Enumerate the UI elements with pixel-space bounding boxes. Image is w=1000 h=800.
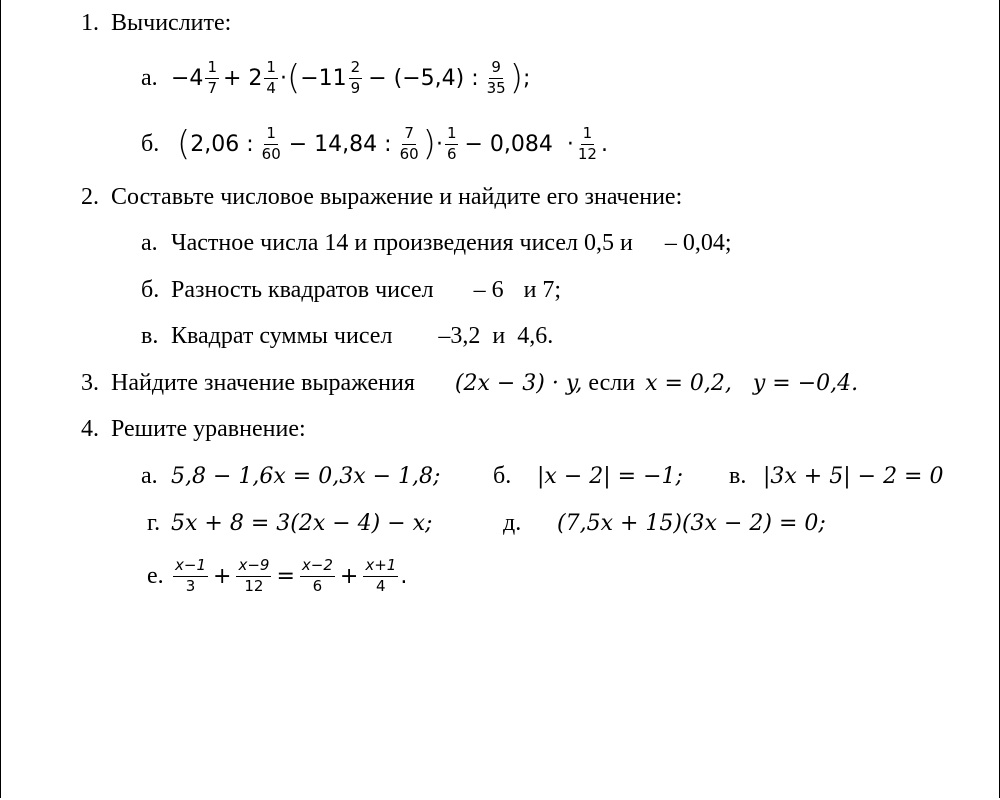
item-label: в.: [729, 462, 747, 489]
equation: 5,8 − 1,6x = 0,3x − 1,8;: [171, 463, 441, 489]
fraction: [264, 59, 278, 97]
close-paren: ): [509, 58, 523, 98]
task-title: Вычислите:: [111, 9, 232, 36]
fraction: [398, 125, 421, 163]
denominator: 12: [244, 576, 264, 595]
item-label: д.: [503, 509, 522, 536]
task-title: Решите уравнение:: [111, 415, 306, 442]
condition-word: если: [588, 369, 636, 396]
numerator: 9: [489, 59, 503, 78]
fraction: [363, 557, 398, 595]
item-text: Частное числа 14 и произведения чисел 0,5 и: [171, 229, 633, 256]
task-4-heading: [81, 414, 306, 444]
term: − 0,084 ·: [464, 131, 574, 157]
item-label: г.: [147, 509, 161, 536]
open-paren: (: [177, 124, 191, 164]
task-number: 2.: [81, 183, 99, 210]
item-label: а.: [141, 229, 158, 256]
fraction: [576, 125, 599, 163]
task-4c: [729, 460, 943, 492]
item-label: е.: [147, 562, 164, 589]
term: 2,06 :: [190, 131, 254, 157]
expression: (2x − 3) · y,: [454, 370, 583, 396]
terminator: .: [600, 131, 608, 157]
task-4e: [503, 507, 826, 539]
task-number: 1.: [81, 9, 99, 36]
task-title: Составьте числовое выражение и найдите его значение:: [111, 183, 683, 210]
close-paren: ): [422, 124, 436, 164]
task-2a: [141, 228, 732, 258]
fraction: [205, 59, 219, 97]
task-1-heading: [81, 8, 231, 38]
item-text: Квадрат суммы чисел: [171, 322, 393, 349]
task-4f: [147, 552, 407, 600]
denominator: 9: [350, 78, 361, 97]
fraction: [173, 557, 208, 595]
equation: |x − 2| = −1;: [537, 463, 683, 489]
fraction: [260, 125, 283, 163]
denominator: 60: [261, 144, 281, 163]
task-number: 3.: [81, 369, 99, 396]
terminator: ;: [523, 65, 531, 91]
numerator: 7: [402, 125, 416, 144]
denominator: 4: [266, 78, 276, 97]
term: − 14,84 :: [288, 131, 392, 157]
item-label: в.: [141, 322, 159, 349]
fraction: [485, 59, 508, 97]
item-label: а.: [141, 64, 158, 91]
operator: ·: [279, 65, 287, 91]
item-label: б.: [493, 462, 512, 489]
denominator: 6: [312, 576, 323, 595]
numerator: x−2: [300, 557, 335, 576]
term: − (−5,4) :: [368, 65, 479, 91]
item-text: Разность квадратов чисел: [171, 276, 434, 303]
task-number: 4.: [81, 415, 99, 442]
equation: (7,5x + 15)(3x − 2) = 0;: [557, 510, 826, 536]
equation: |3x + 5| − 2 = 0: [763, 463, 944, 489]
task-4b: [493, 460, 683, 492]
operator: =: [276, 563, 295, 589]
operator: +: [339, 563, 359, 589]
item-label: а.: [141, 462, 158, 489]
task-3: [81, 367, 858, 399]
fraction: [236, 557, 271, 595]
denominator: 4: [376, 576, 386, 595]
numerator: 2: [349, 59, 363, 78]
numerator: x−9: [236, 557, 271, 576]
term: −11: [300, 65, 347, 91]
numerator: x−1: [173, 557, 208, 576]
term: + 2: [222, 65, 263, 91]
task-4d: [147, 507, 432, 539]
task-2b: [141, 275, 561, 305]
denominator: 35: [486, 78, 506, 97]
fraction: [300, 557, 335, 595]
item-label: б.: [141, 276, 160, 303]
denominator: 7: [207, 78, 217, 97]
term: −4: [171, 65, 204, 91]
denominator: 6: [446, 144, 457, 163]
denominator: 3: [185, 576, 196, 595]
numerator: x+1: [363, 557, 398, 576]
item-value: – 0,04;: [664, 229, 732, 256]
numerator: 1: [581, 125, 595, 144]
task-title: Найдите значение выражения: [111, 369, 415, 396]
operator: +: [213, 563, 232, 589]
operator: ·: [435, 131, 443, 157]
open-paren: (: [286, 58, 301, 98]
denominator: 12: [577, 144, 597, 163]
item-tail: и 4,6.: [492, 322, 554, 349]
numerator: 1: [205, 59, 219, 78]
denominator: 60: [399, 144, 419, 163]
fraction: [349, 59, 363, 97]
task-1b-expression: [141, 118, 608, 170]
task-2-heading: [81, 182, 682, 212]
numerator: 1: [264, 59, 278, 78]
task-2c: [141, 321, 553, 351]
item-value: –3,2: [438, 322, 481, 349]
fraction: [445, 125, 459, 163]
item-label: б.: [141, 130, 160, 157]
numerator: 1: [264, 125, 278, 144]
condition: x = 0,2, y = −0,4.: [645, 370, 859, 396]
task-1a-expression: [141, 52, 530, 104]
equation: 5x + 8 = 3(2x − 4) − x;: [171, 510, 433, 536]
item-tail: и 7;: [523, 276, 562, 303]
task-4-row-1: [141, 460, 440, 492]
numerator: 1: [445, 125, 459, 144]
terminator: .: [400, 563, 408, 589]
item-value: – 6: [473, 276, 504, 303]
